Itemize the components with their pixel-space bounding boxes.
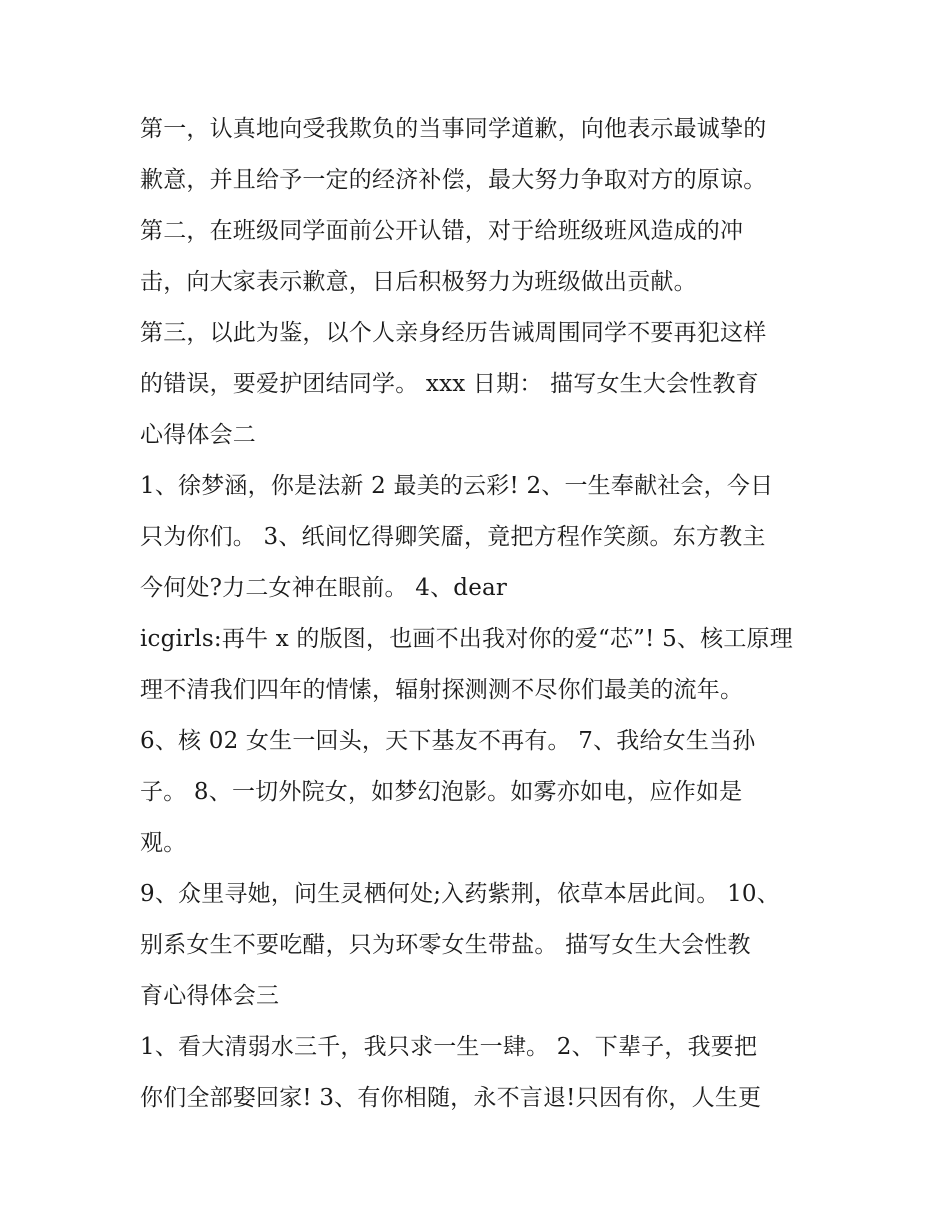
text-line: icgirls:再牛 x 的版图，也画不出我对你的爱“芯”! 5、核工原理 xyxy=(140,626,793,652)
text-line: 子。 8、一切外院女，如梦幻泡影。如雾亦如电，应作如是 xyxy=(140,779,743,805)
text-line: 第三，以此为鉴，以个人亲身经历告诫周围同学不要再犯这样 xyxy=(140,320,767,346)
text-line: 第二，在班级同学面前公开认错，对于给班级班风造成的冲 xyxy=(140,218,744,244)
section-heading: 心得体会二 xyxy=(140,422,256,448)
text-line: 1、徐梦涵，你是法新 2 最美的云彩! 2、一生奉献社会，今日 xyxy=(140,473,774,499)
text-line: 别系女生不要吃醋，只为环零女生带盐。 描写女生大会性教 xyxy=(140,932,751,958)
text-line: 观。 xyxy=(140,830,187,856)
text-line: 1、看大清弱水三千，我只求一生一肆。 2、下辈子，我要把 xyxy=(140,1034,758,1060)
text-line: 击，向大家表示歉意，日后积极努力为班级做出贡献。 xyxy=(140,269,697,295)
text-line: 只为你们。 3、纸间忆得卿笑靥，竟把方程作笑颜。东方教主 xyxy=(140,524,766,550)
text-line: 6、核 02 女生一回头，天下基友不再有。 7、我给女生当孙 xyxy=(140,728,756,754)
text-line: 理不清我们四年的情愫，辐射探测测不尽你们最美的流年。 xyxy=(140,677,744,703)
text-line: 歉意，并且给予一定的经济补偿，最大努力争取对方的原谅。 xyxy=(140,167,767,193)
text-line: 9、众里寻她，问生灵栖何处;入药紫荆，依草本居此间。 10、 xyxy=(140,881,780,907)
body-text xyxy=(140,104,840,1124)
text-line: 第一，认真地向受我欺负的当事同学道歉，向他表示最诚挚的 xyxy=(140,116,767,142)
text-line: 你们全部娶回家! 3、有你相随，永不言退!只因有你，人生更 xyxy=(140,1085,762,1111)
text-line: 的错误，要爱护团结同学。 xxx 日期： 描写女生大会性教育 xyxy=(140,371,759,397)
text-line: 今何处?力二女神在眼前。 4、dear xyxy=(140,575,508,601)
section-heading: 育心得体会三 xyxy=(140,983,280,1009)
